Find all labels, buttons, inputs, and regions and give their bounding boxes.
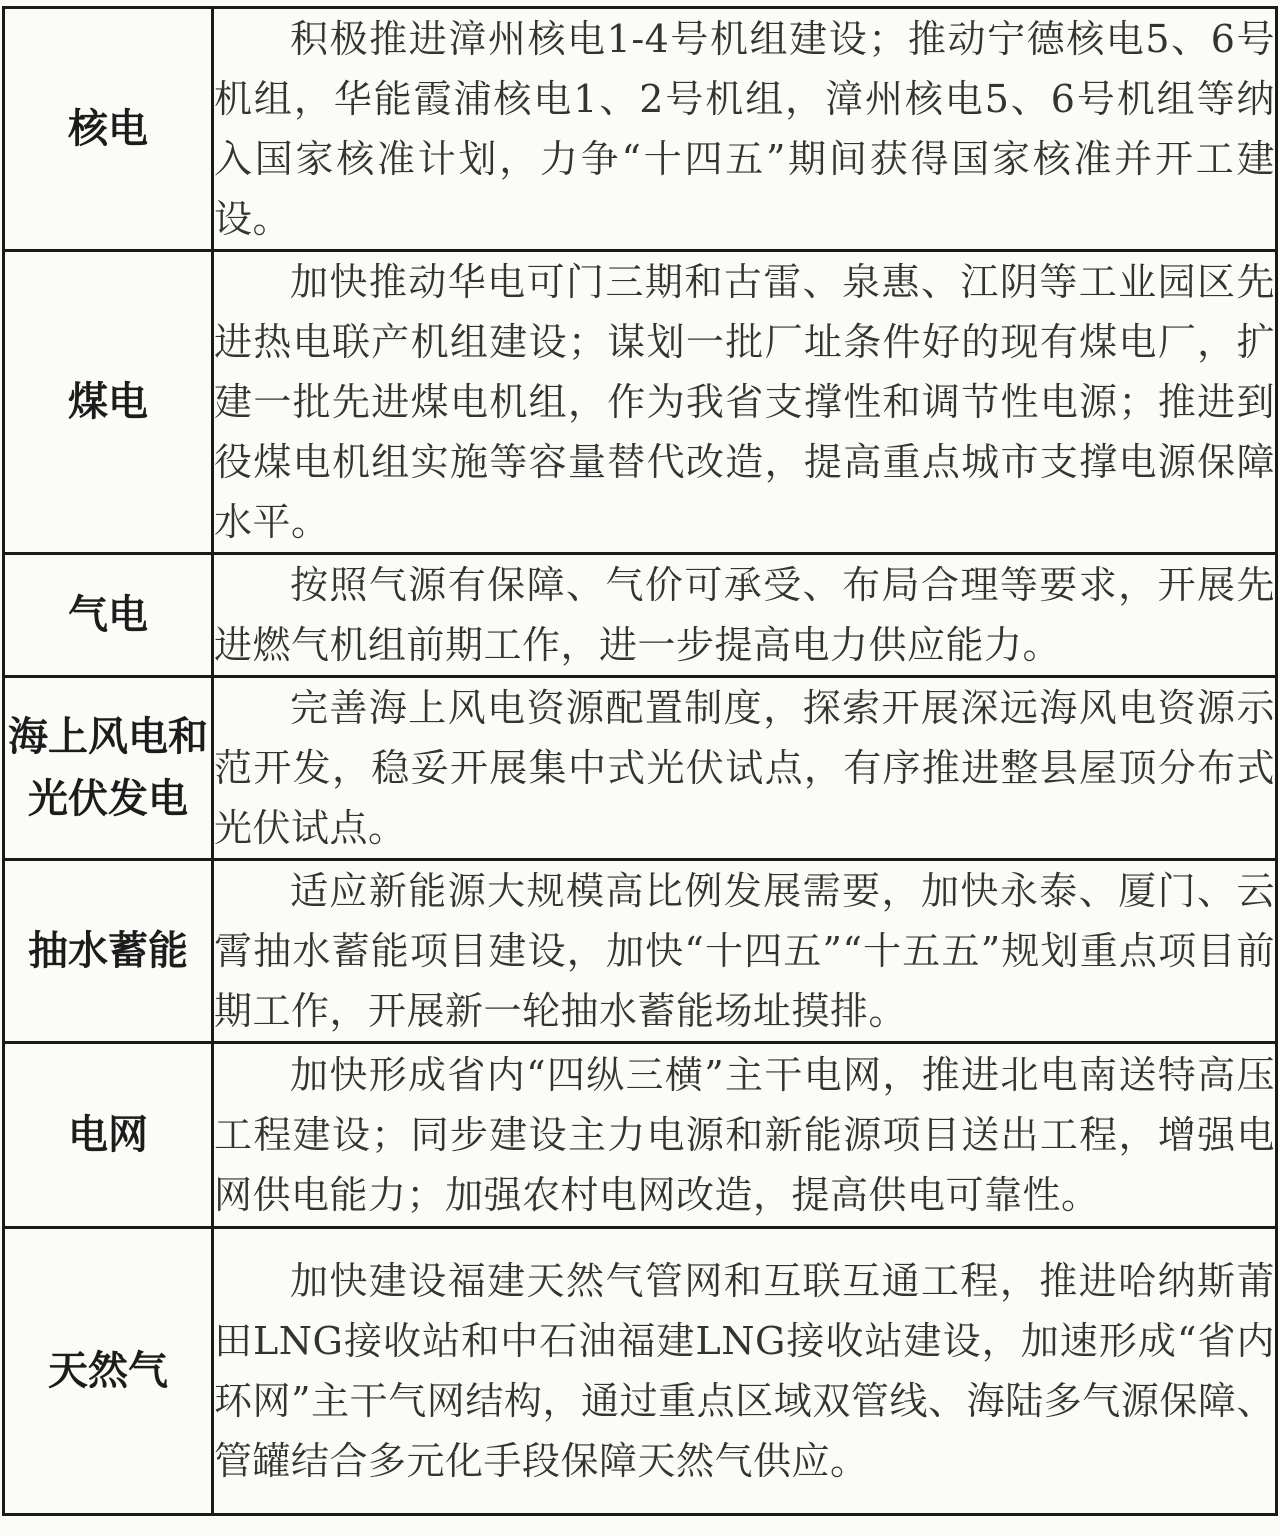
description-cell: 适应新能源大规模高比例发展需要，加快永泰、厦门、云霄抽水蓄能项目建设，加快“十四五”“十五五”规划重点项目前期工作，开展新一轮抽水蓄能场址摸排。 xyxy=(213,860,1277,1043)
category-label: 气电 xyxy=(68,592,148,638)
energy-projects-table xyxy=(2,6,1278,1516)
category-cell xyxy=(4,1043,213,1228)
table-row-pumped-storage xyxy=(4,860,1277,1043)
description-cell: 按照气源有保障、气价可承受、布局合理等要求，开展先进燃气机组前期工作，进一步提高电力供应能力。 xyxy=(213,554,1277,677)
category-label: 电网 xyxy=(68,1112,148,1158)
category-cell xyxy=(4,677,213,860)
category-label: 天然气 xyxy=(48,1348,168,1394)
description-cell: 加快形成省内“四纵三横”主干电网，推进北电南送特高压工程建设；同步建设主力电源和新能源项目送出工程，增强电网供电能力；加强农村电网改造，提高供电可靠性。 xyxy=(213,1043,1277,1228)
table-row-natural-gas xyxy=(4,1228,1277,1515)
table-row-coal xyxy=(4,251,1277,554)
category-label: 抽水蓄能 xyxy=(28,928,188,974)
table-row-offshore-wind-solar xyxy=(4,677,1277,860)
category-cell xyxy=(4,1228,213,1515)
category-cell xyxy=(4,860,213,1043)
table-row-grid xyxy=(4,1043,1277,1228)
description-cell: 完善海上风电资源配置制度，探索开展深远海风电资源示范开发，稳妥开展集中式光伏试点，有序推进整县屋顶分布式光伏试点。 xyxy=(213,677,1277,860)
category-cell xyxy=(4,554,213,677)
table-row-nuclear xyxy=(4,8,1277,251)
description-cell: 加快建设福建天然气管网和互联互通工程，推进哈纳斯莆田LNG接收站和中石油福建LNG接收站建设，加速形成“省内环网”主干气网结构，通过重点区域双管线、海陆多气源保障、管罐结合多元化手段保障天然气供应。 xyxy=(213,1228,1277,1515)
table-row-gas-power xyxy=(4,554,1277,677)
category-label: 核电 xyxy=(68,106,148,152)
category-cell xyxy=(4,8,213,251)
description-cell: 积极推进漳州核电1-4号机组建设；推动宁德核电5、6号机组，华能霞浦核电1、2号机组，漳州核电5、6号机组等纳入国家核准计划，力争“十四五”期间获得国家核准并开工建设。 xyxy=(213,8,1277,251)
category-label: 海上风电和光伏发电 xyxy=(8,714,208,822)
category-cell xyxy=(4,251,213,554)
description-cell: 加快推动华电可门三期和古雷、泉惠、江阴等工业园区先进热电联产机组建设；谋划一批厂址条件好的现有煤电厂，扩建一批先进煤电机组，作为我省支撑性和调节性电源；推进到役煤电机组实施等容量替代改造，提高重点城市支撑电源保障水平。 xyxy=(213,251,1277,554)
category-label: 煤电 xyxy=(68,379,148,425)
